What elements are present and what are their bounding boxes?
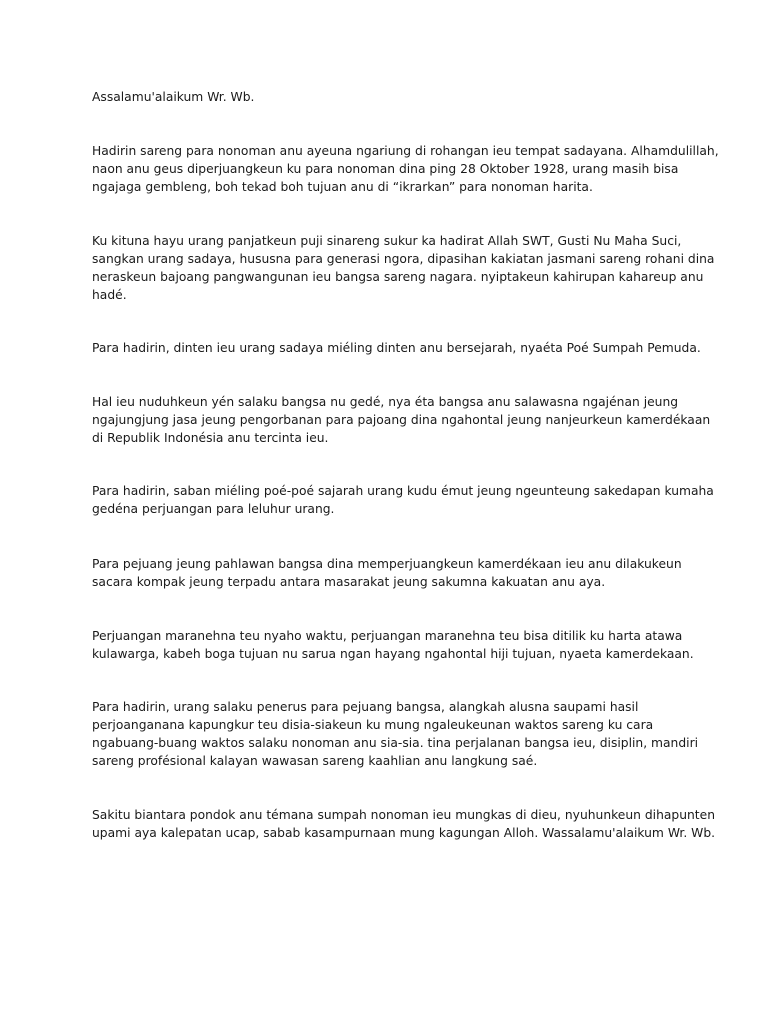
paragraph-1: [92, 142, 719, 196]
text-line: Ku kituna hayu urang panjatkeun puji sinareng sukur ka hadirat Allah SWT, Gusti Nu Maha Suci,: [92, 234, 682, 248]
text-line: ngajaga gembleng, boh tekad boh tujuan anu di “ikrarkan” para nonoman harita.: [92, 180, 593, 194]
paragraph-8: [92, 698, 699, 770]
text-line: Para hadirin, dinten ieu urang sadaya miéling dinten anu bersejarah, nyaéta Poé Sumpah Pemuda.: [92, 341, 701, 355]
text-line: sangkan urang sadaya, hususna para generasi ngora, dipasihan kakiatan jasmani sareng rohani dina: [92, 252, 715, 266]
paragraph-7: [92, 627, 692, 663]
text-line: di Republik Indonésia anu tercinta ieu.: [92, 431, 329, 445]
text-line: naon anu geus diperjuangkeun ku para nonoman dina ping 28 Oktober 1928, urang masih bisa: [92, 162, 679, 176]
text-line: perjoanganana kapungkur teu disia-siakeun ku mung ngaleukeunan waktos sareng ku cara: [92, 718, 654, 732]
paragraph-3: [92, 339, 701, 357]
text-line: gedéna perjuangan para leluhur urang.: [92, 502, 335, 516]
text-line: ngajungjung jasa jeung pengorbanan para pajoang dina ngahontal jeung nanjeurkeun kamerdékaan: [92, 413, 711, 427]
text-line: sareng profésional kalayan wawasan sareng kaahlian anu langkung saé.: [92, 754, 538, 768]
text-line: Sakitu biantara pondok anu témana sumpah nonoman ieu mungkas di dieu, nyuhunkeun dihapunten: [92, 808, 715, 822]
paragraph-2: [92, 232, 715, 304]
text-line: upami aya kalepatan ucap, sabab kasampurnaan mung kagungan Alloh. Wassalamu'alaikum Wr. Wb.: [92, 826, 716, 840]
greeting: [92, 88, 692, 106]
text-line: hadé.: [92, 288, 127, 302]
paragraph-6: [92, 555, 692, 591]
text-line: sacara kompak jeung terpadu antara masarakat jeung sakumna kakuatan anu aya.: [92, 575, 606, 589]
paragraph-9: [92, 806, 716, 842]
text-line: kulawarga, kabeh boga tujuan nu sarua ngan hayang ngahontal hiji tujuan, nyaeta kamerdekaan.: [92, 647, 694, 661]
text-line: Hadirin sareng para nonoman anu ayeuna ngariung di rohangan ieu tempat sadayana. Alhamdulillah,: [92, 144, 719, 158]
text-line: Para pejuang jeung pahlawan bangsa dina memperjuangkeun kamerdékaan ieu anu dilakukeun: [92, 557, 682, 571]
paragraph-4: [92, 393, 711, 447]
text-line: ngabuang-buang waktos salaku nonoman anu sia-sia. tina perjalanan bangsa ieu, disiplin, mandiri: [92, 736, 699, 750]
text-line: Assalamu'alaikum Wr. Wb.: [92, 90, 255, 104]
text-line: Para hadirin, saban miéling poé-poé sajarah urang kudu émut jeung ngeunteung sakedapan kumaha: [92, 484, 714, 498]
text-line: Hal ieu nuduhkeun yén salaku bangsa nu gedé, nya éta bangsa anu salawasna ngajénan jeung: [92, 395, 679, 409]
text-line: Perjuangan maranehna teu nyaho waktu, perjuangan maranehna teu bisa ditilik ku harta atawa: [92, 629, 683, 643]
paragraph-5: [92, 482, 714, 518]
text-line: neraskeun bajoang pangwangunan ieu bangsa sareng nagara. nyiptakeun kahirupan kahareup anu: [92, 270, 704, 284]
text-line: Para hadirin, urang salaku penerus para pejuang bangsa, alangkah alusna saupami hasil: [92, 700, 639, 714]
